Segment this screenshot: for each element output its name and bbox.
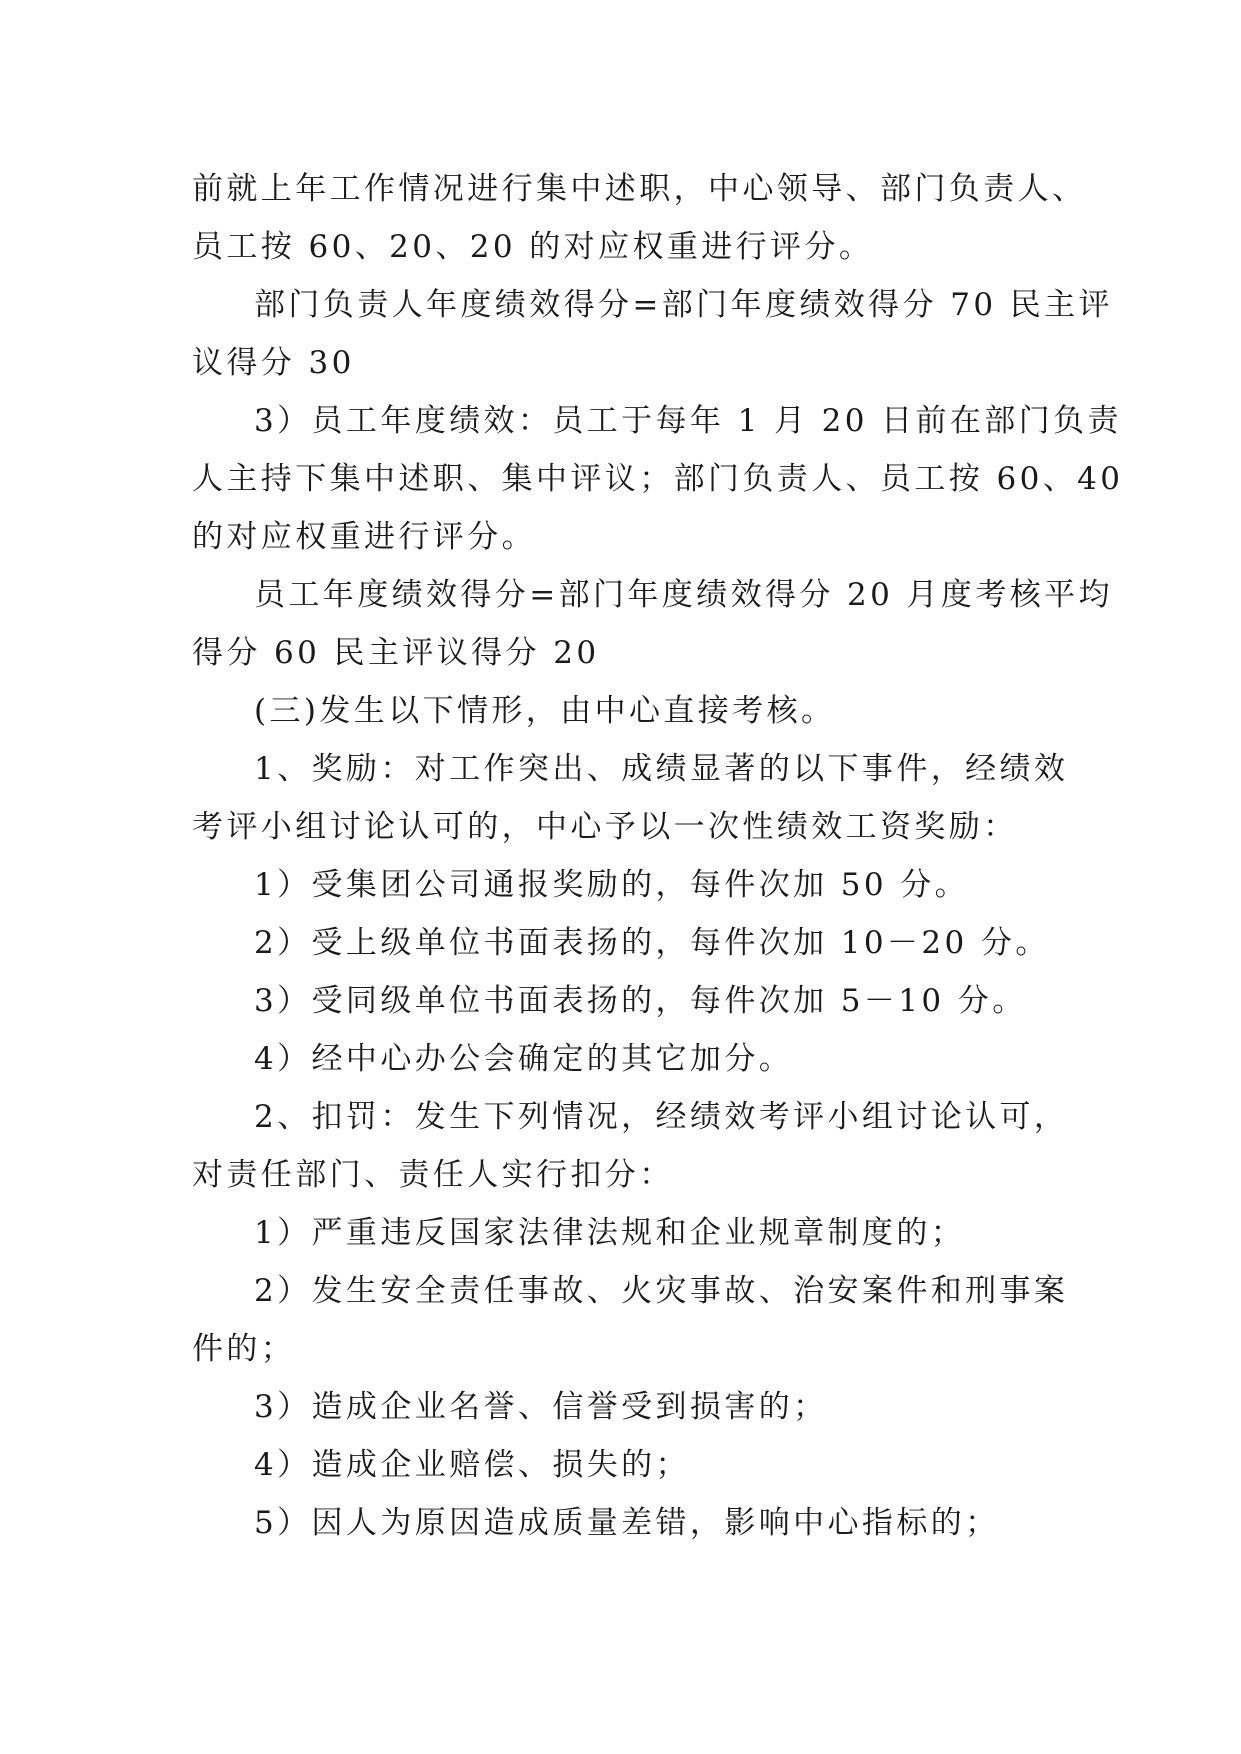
text-line: 前就上年工作情况进行集中述职，中心领导、部门负责人、	[192, 171, 1087, 207]
text-line: 件的；	[192, 1331, 296, 1367]
text-line: 1、奖励：对工作突出、成绩显著的以下事件，经绩效	[254, 751, 1069, 787]
text-line: 考评小组讨论认可的，中心予以一次性绩效工资奖励：	[192, 809, 1018, 845]
text-line: 得分 60 民主评议得分 20	[192, 635, 600, 671]
text-line: 对责任部门、责任人实行扣分：	[192, 1157, 674, 1193]
section-heading: (三)发生以下情形，由中心直接考核。	[254, 693, 836, 729]
list-item: 4）经中心办公会确定的其它加分。	[254, 1041, 794, 1077]
text-line: 2、扣罚：发生下列情况，经绩效考评小组讨论认可，	[254, 1099, 1069, 1135]
list-item: 3）受同级单位书面表扬的，每件次加 5－10 分。	[254, 983, 1027, 1019]
list-item: 1）严重违反国家法律法规和企业规章制度的；	[254, 1215, 966, 1251]
list-item: 2）受上级单位书面表扬的，每件次加 10－20 分。	[254, 925, 1050, 961]
list-item: 3）造成企业名誉、信誉受到损害的；	[254, 1389, 828, 1425]
text-line: 的对应权重进行评分。	[192, 519, 536, 555]
text-line: 人主持下集中述职、集中评议；部门负责人、员工按 60、40	[192, 461, 1124, 497]
list-item: 4）造成企业赔偿、损失的；	[254, 1447, 690, 1483]
list-item: 1）受集团公司通报奖励的，每件次加 50 分。	[254, 867, 970, 903]
document-body	[192, 160, 1124, 1552]
list-item: 2）发生安全责任事故、火灾事故、治安案件和刑事案	[254, 1273, 1069, 1309]
text-line: 部门负责人年度绩效得分=部门年度绩效得分 70 民主评	[254, 287, 1113, 323]
text-line: 议得分 30	[192, 345, 355, 381]
text-line: 员工年度绩效得分=部门年度绩效得分 20 月度考核平均	[254, 577, 1113, 613]
text-line: 员工按 60、20、20 的对应权重进行评分。	[192, 229, 874, 265]
text-line: 3）员工年度绩效：员工于每年 1 月 20 日前在部门负责	[254, 403, 1122, 439]
list-item: 5）因人为原因造成质量差错，影响中心指标的；	[254, 1505, 1000, 1541]
